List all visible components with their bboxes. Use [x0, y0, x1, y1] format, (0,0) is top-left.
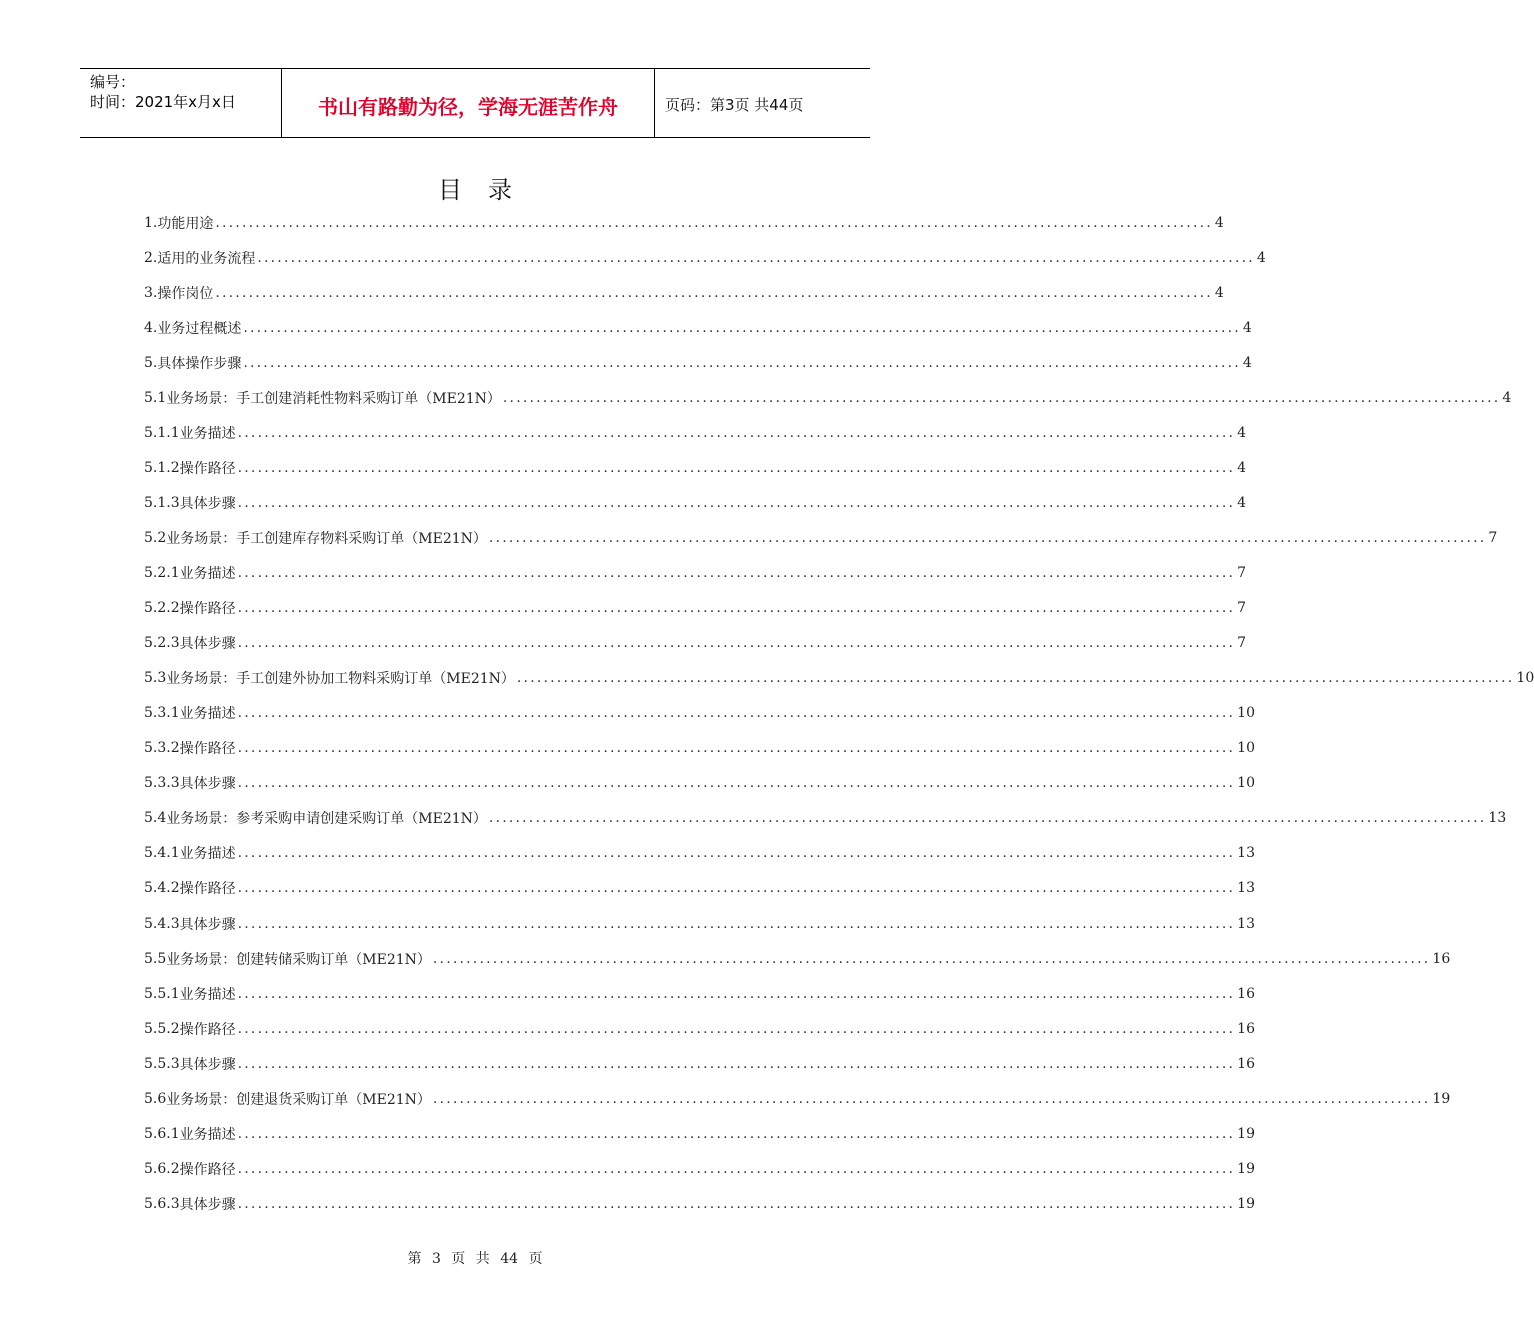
- toc-entry[interactable]: [144, 415, 1247, 450]
- toc-leader-dots: ......................................................................................................................................................: [237, 1055, 1236, 1072]
- toc-entry-number: 5.3.1: [144, 705, 180, 722]
- toc-entry-number: 4.: [144, 319, 158, 336]
- toc-entry-page: 10: [1237, 740, 1255, 757]
- toc-entry[interactable]: [144, 731, 1255, 766]
- toc-entry-page: 4: [1237, 494, 1247, 511]
- toc-entry-number: 5.4: [144, 810, 167, 827]
- toc-entry-page: 19: [1237, 1195, 1255, 1212]
- toc-leader-dots: ......................................................................................................................................................: [237, 915, 1236, 932]
- toc-leader-dots: ......................................................................................................................................................: [237, 459, 1236, 476]
- toc-entry-title: 业务描述: [179, 425, 236, 442]
- toc-entry-page: 7: [1237, 600, 1247, 617]
- header-left-cell: [80, 69, 282, 137]
- toc-entry-title: 业务描述: [179, 706, 236, 723]
- toc-entry-number: 5.2: [144, 529, 167, 546]
- toc-leader-dots: ......................................................................................................................................................: [488, 529, 1487, 546]
- toc-entry-number: 5.5: [144, 950, 167, 967]
- toc-entry-number: 5.1.1: [144, 424, 180, 441]
- toc-entry-page: 16: [1237, 1020, 1255, 1037]
- time-text: 时间：2021年x月x日: [90, 93, 236, 111]
- toc-entry-page: 4: [1256, 249, 1266, 266]
- toc-entry[interactable]: [144, 450, 1247, 485]
- toc-entry-number: 5.6.1: [144, 1125, 180, 1142]
- toc-leader-dots: ......................................................................................................................................................: [237, 845, 1236, 862]
- toc-entry-title: 具体步骤: [179, 495, 236, 512]
- toc-entry-number: 5.6: [144, 1090, 167, 1107]
- toc-leader-dots: ......................................................................................................................................................: [237, 424, 1236, 441]
- toc-leader-dots: ......................................................................................................................................................: [502, 389, 1501, 406]
- toc-leader-dots: ......................................................................................................................................................: [237, 565, 1236, 581]
- toc-entry-page: 7: [1237, 635, 1247, 652]
- toc-entry[interactable]: [144, 836, 1255, 871]
- toc-entry-title: 操作路径: [179, 1161, 236, 1178]
- toc-entry[interactable]: [144, 345, 1252, 380]
- toc-entry-title: 业务描述: [179, 566, 236, 582]
- header-motto: 书山有路勤为径，学海无涯苦作舟: [318, 95, 618, 119]
- toc-entry[interactable]: [144, 240, 1266, 275]
- toc-leader-dots: ......................................................................................................................................................: [237, 1125, 1236, 1142]
- toc-entry-number: 5.1.3: [144, 494, 180, 511]
- toc-entry-number: 5.1.2: [144, 459, 180, 476]
- toc-entry-page: 13: [1237, 880, 1255, 897]
- toc-entry-page: 7: [1488, 529, 1498, 546]
- toc-entry-title: 具体步骤: [179, 636, 236, 653]
- toc-entry-number: 5.6.2: [144, 1160, 180, 1177]
- toc-entry-number: 5.2.1: [144, 565, 180, 581]
- toc-entry-number: 5.5.3: [144, 1055, 180, 1072]
- toc-entry-number: 5.4.2: [144, 880, 180, 897]
- toc-entry-title: 操作路径: [179, 881, 236, 898]
- toc-entry[interactable]: [144, 766, 1255, 801]
- toc-entry[interactable]: [144, 310, 1252, 345]
- toc-leader-dots: ......................................................................................................................................................: [237, 1020, 1236, 1037]
- toc-entry[interactable]: [144, 871, 1255, 906]
- toc-entry[interactable]: [144, 1186, 1255, 1221]
- toc-entry-number: 5.6.3: [144, 1195, 180, 1212]
- toc-entry-title: 业务场景：手工创建外协加工物料采购订单（ME21N）: [166, 671, 515, 688]
- toc-entry[interactable]: [144, 696, 1255, 731]
- toc-entry-title: 业务描述: [179, 986, 236, 1003]
- toc-leader-dots: ......................................................................................................................................................: [215, 214, 1213, 231]
- toc-leader-dots: ......................................................................................................................................................: [237, 705, 1236, 722]
- toc-entry-title: 操作路径: [179, 601, 236, 618]
- toc-entry-title: 操作路径: [179, 741, 236, 758]
- toc-entry-number: 5.2.3: [144, 635, 180, 652]
- toc-leader-dots: ......................................................................................................................................................: [237, 775, 1236, 792]
- toc-entry[interactable]: [144, 1081, 1451, 1116]
- toc-leader-dots: ......................................................................................................................................................: [215, 284, 1213, 301]
- toc-entry[interactable]: [144, 556, 1247, 591]
- toc-entry-title: 具体步骤: [179, 1196, 236, 1213]
- toc-entry-number: 5.3.3: [144, 775, 180, 792]
- toc-entry-title: 具体步骤: [179, 916, 236, 933]
- toc-entry-page: 10: [1516, 670, 1534, 687]
- toc-entry-page: 13: [1237, 915, 1255, 932]
- toc-entry-page: 4: [1242, 354, 1252, 371]
- header-page-info: 页码：第3页 共44页: [665, 96, 804, 114]
- toc-entry-title: 具体步骤: [179, 1056, 236, 1073]
- toc-entry-number: 5.5.2: [144, 1020, 180, 1037]
- page-footer: 第 3 页 共 44 页: [407, 1251, 543, 1267]
- toc-entry-page: 13: [1237, 845, 1255, 862]
- toc-entry[interactable]: [144, 626, 1247, 661]
- toc-leader-dots: ......................................................................................................................................................: [237, 880, 1236, 897]
- toc-leader-dots: ......................................................................................................................................................: [257, 249, 1255, 266]
- toc-entry-title: 具体步骤: [179, 776, 236, 793]
- toc-entry-page: 16: [1237, 1055, 1255, 1072]
- toc-entry[interactable]: [144, 941, 1451, 976]
- toc-entry-title: 业务描述: [179, 1126, 236, 1143]
- toc-entry-title: 业务场景：参考采购申请创建采购订单（ME21N）: [166, 811, 487, 828]
- toc-entry[interactable]: [144, 1011, 1255, 1046]
- toc-entry[interactable]: [144, 801, 1507, 836]
- toc-entry-number: 5.3: [144, 670, 167, 687]
- toc-entry-title: 业务场景：手工创建库存物料采购订单（ME21N）: [166, 530, 487, 547]
- toc-leader-dots: ......................................................................................................................................................: [243, 354, 1241, 371]
- toc-entry-title: 具体操作步骤: [157, 355, 242, 372]
- toc-entry-title: 操作路径: [179, 460, 236, 477]
- toc-entry-page: 4: [1242, 319, 1252, 336]
- toc-leader-dots: ......................................................................................................................................................: [237, 1160, 1236, 1177]
- toc-leader-dots: ......................................................................................................................................................: [237, 1195, 1236, 1212]
- toc-entry-number: 5.3.2: [144, 740, 180, 757]
- toc-entry[interactable]: [144, 591, 1247, 626]
- toc-entry[interactable]: [144, 1116, 1255, 1151]
- toc-entry[interactable]: [144, 380, 1512, 415]
- toc-entry-page: 19: [1432, 1090, 1451, 1107]
- toc-leader-dots: ......................................................................................................................................................: [488, 810, 1487, 827]
- toc-entry-number: 5.1: [144, 389, 167, 406]
- toc-leader-dots: ......................................................................................................................................................: [243, 319, 1241, 336]
- toc-entry[interactable]: [144, 1151, 1255, 1186]
- toc-entry-page: 4: [1237, 424, 1247, 441]
- toc-entry-number: 5.5.1: [144, 985, 180, 1002]
- toc-entry-title: 业务场景：创建转储采购订单（ME21N）: [166, 951, 431, 968]
- toc-entry[interactable]: [144, 520, 1498, 555]
- header-right-cell: [655, 69, 870, 137]
- toc-entry-title: 操作路径: [179, 1021, 236, 1038]
- toc-entry[interactable]: [144, 485, 1247, 520]
- header-middle-cell: [282, 69, 655, 137]
- toc-leader-dots: ......................................................................................................................................................: [432, 1090, 1431, 1107]
- toc-entry[interactable]: [144, 275, 1224, 310]
- toc-entry-page: 13: [1488, 810, 1507, 827]
- toc-entry-number: 5.: [144, 354, 158, 371]
- toc-entry[interactable]: [144, 976, 1255, 1011]
- toc-entry[interactable]: [144, 1046, 1255, 1081]
- toc-entry-title: 功能用途: [157, 215, 214, 232]
- toc-entry-page: 7: [1237, 565, 1247, 581]
- page-header: [80, 68, 870, 138]
- toc-entry-page: 4: [1502, 389, 1512, 406]
- toc-entry-title: 业务过程概述: [157, 320, 242, 337]
- toc-leader-dots: ......................................................................................................................................................: [237, 740, 1236, 757]
- toc-entry-page: 4: [1214, 284, 1224, 301]
- toc-entry-title: 操作岗位: [157, 285, 214, 302]
- toc-entry-page: 4: [1214, 214, 1224, 231]
- toc-entry-page: 16: [1432, 950, 1451, 967]
- toc-entry-number: 1.: [144, 214, 158, 231]
- toc-entry-page: 19: [1237, 1160, 1255, 1177]
- toc-leader-dots: ......................................................................................................................................................: [237, 635, 1236, 652]
- toc-entry-number: 5.4.3: [144, 915, 180, 932]
- toc-entry-page: 16: [1237, 985, 1255, 1002]
- toc-entry-number: 5.4.1: [144, 845, 180, 862]
- toc-entry-title: 业务场景：手工创建消耗性物料采购订单（ME21N）: [166, 390, 501, 407]
- toc-entry[interactable]: [144, 906, 1255, 941]
- toc-leader-dots: ......................................................................................................................................................: [516, 670, 1515, 687]
- toc-entry-number: 3.: [144, 284, 158, 301]
- toc-entry-page: 10: [1237, 775, 1255, 792]
- toc-entry-page: 4: [1237, 459, 1247, 476]
- toc-entry-title: 适用的业务流程: [157, 250, 256, 267]
- toc-entry-number: 5.2.2: [144, 600, 180, 617]
- toc-leader-dots: ......................................................................................................................................................: [237, 600, 1236, 617]
- toc-leader-dots: ......................................................................................................................................................: [237, 494, 1236, 511]
- toc-entry[interactable]: [144, 661, 1534, 696]
- toc-entry-number: 2.: [144, 249, 158, 266]
- toc-entry-title: 业务描述: [179, 846, 236, 863]
- serial-label: 编号：: [90, 73, 136, 91]
- toc-leader-dots: ......................................................................................................................................................: [237, 985, 1236, 1002]
- toc-leader-dots: ......................................................................................................................................................: [432, 950, 1431, 967]
- toc-entry[interactable]: [144, 205, 1224, 240]
- toc-title: 目录: [438, 176, 538, 204]
- toc-entry-page: 10: [1237, 705, 1255, 722]
- toc-entry-page: 19: [1237, 1125, 1255, 1142]
- toc-entry-title: 业务场景：创建退货采购订单（ME21N）: [166, 1091, 431, 1108]
